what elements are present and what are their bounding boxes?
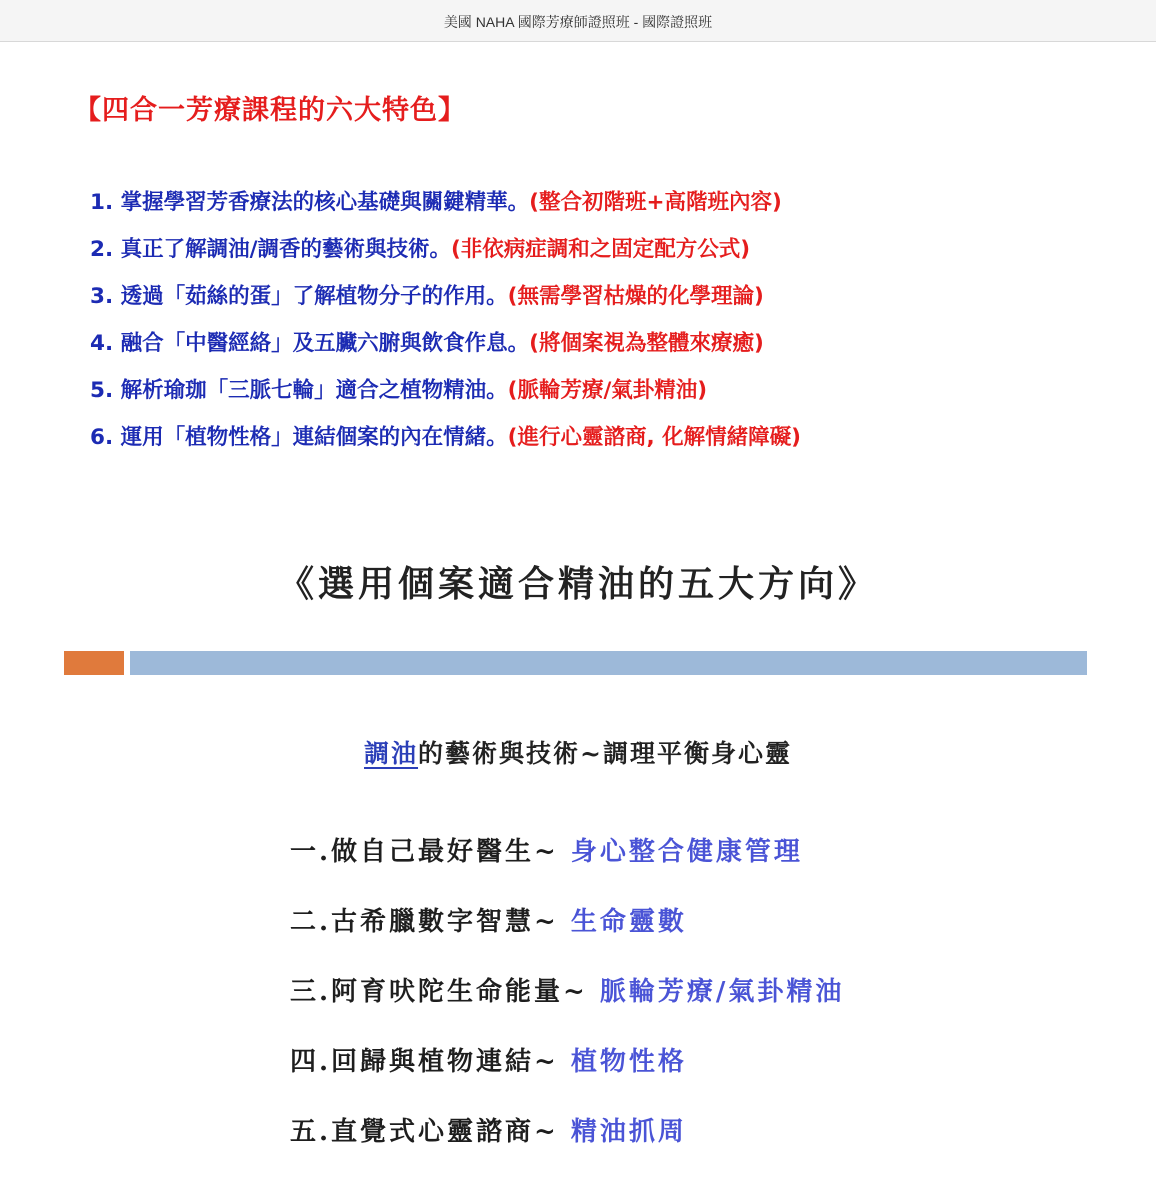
blue-divider-bar xyxy=(130,651,1087,675)
subtitle-text: 的藝術與技術~調理平衡身心靈 xyxy=(418,739,792,768)
features-heading: 【四合一芳療課程的六大特色】 xyxy=(74,95,466,126)
direction-lead: 五.直覺式心靈諮商~ xyxy=(290,1117,571,1147)
direction-tail: 精油抓周 xyxy=(570,1117,687,1147)
feature-item xyxy=(90,323,801,370)
feature-text: 4. 融合「中醫經絡」及五臟六腑與飲食作息。 xyxy=(90,331,530,356)
feature-item xyxy=(90,182,801,229)
direction-lead: 二.古希臘數字智慧~ xyxy=(290,907,571,937)
direction-item xyxy=(290,896,844,966)
feature-text: 1. 掌握學習芳香療法的核心基礎與關鍵精華。 xyxy=(90,190,530,215)
feature-text: 6. 運用「植物性格」連結個案的內在情緒。 xyxy=(90,425,508,450)
direction-item xyxy=(290,826,844,896)
direction-tail: 生命靈數 xyxy=(570,907,687,937)
direction-lead: 一.做自己最好醫生~ xyxy=(290,837,571,867)
direction-tail: 植物性格 xyxy=(570,1047,687,1077)
feature-item xyxy=(90,276,801,323)
feature-text: 3. 透過「茹絲的蛋」了解植物分子的作用。 xyxy=(90,284,508,309)
subtitle-link[interactable]: 調油 xyxy=(364,739,419,768)
direction-item xyxy=(290,966,844,1036)
feature-item xyxy=(90,417,801,464)
directions-heading: 《選用個案適合精油的五大方向》 xyxy=(277,563,878,605)
directions-subtitle xyxy=(0,734,1156,770)
feature-note: (脈輪芳療/氣卦精油) xyxy=(507,378,708,403)
features-list xyxy=(90,182,801,464)
direction-lead: 四.回歸與植物連結~ xyxy=(290,1047,571,1077)
feature-text: 5. 解析瑜珈「三脈七輪」適合之植物精油。 xyxy=(90,378,508,403)
feature-note: (將個案視為整體來療癒) xyxy=(529,331,764,356)
feature-note: (進行心靈諮商, 化解情緒障礙) xyxy=(507,425,801,450)
directions-list xyxy=(290,826,844,1176)
direction-lead: 三.阿育吠陀生命能量~ xyxy=(290,977,600,1007)
direction-tail: 脈輪芳療/氣卦精油 xyxy=(599,977,845,1007)
feature-note: (無需學習枯燥的化學理論) xyxy=(507,284,764,309)
feature-note: (整合初階班+高階班內容) xyxy=(529,190,782,215)
feature-note: (非依病症調和之固定配方公式) xyxy=(450,237,751,262)
window-title-bar xyxy=(0,0,1156,42)
window-title: 美國 NAHA 國際芳療師證照班 - 國際證照班 xyxy=(443,14,713,30)
feature-item xyxy=(90,229,801,276)
direction-item xyxy=(290,1036,844,1106)
direction-tail: 身心整合健康管理 xyxy=(570,837,803,867)
direction-item xyxy=(290,1106,844,1176)
feature-text: 2. 真正了解調油/調香的藝術與技術。 xyxy=(90,237,451,262)
feature-item xyxy=(90,370,801,417)
orange-accent-bar xyxy=(64,651,124,675)
